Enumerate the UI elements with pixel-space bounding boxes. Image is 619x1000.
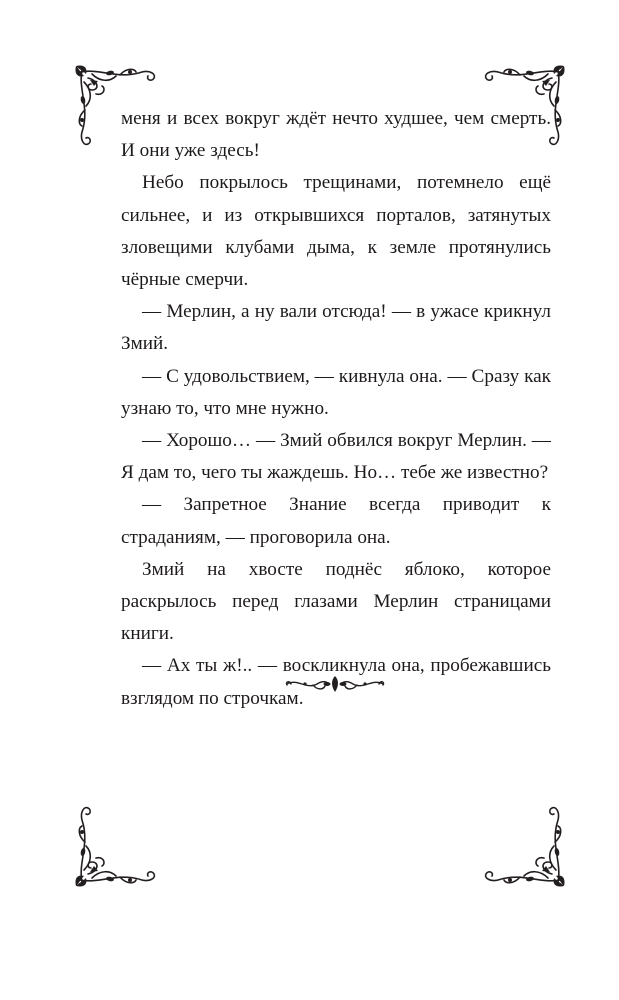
paragraph-7: Змий на хвосте поднёс яблоко, которое раскрылось перед глазами Мерлин страницами книги. [121, 558, 551, 645]
paragraph-4: — С удовольствием, — кивнула она. — Сразу как узнаю то, что мне нужно. [121, 365, 551, 419]
corner-ornament-bottom-right [478, 800, 570, 892]
corner-flourish-icon [70, 800, 162, 892]
paragraph-2: Небо покрылось трещинами, потемнело ещё сильнее, и из открывшихся порталов, затянутых зловещими клубами дыма, к земле протянулись чёрные смерчи. [121, 172, 551, 291]
corner-ornament-bottom-left [70, 800, 162, 892]
paragraph-5: — Хорошо… — Змий обвился вокруг Мерлин. — Я дам то, чего ты жаждешь. Но… тебе же известно? [121, 430, 551, 484]
body-text [121, 103, 551, 715]
paragraph-8: — Ах ты ж!.. — воскликнула она, пробежавшись взглядом по строчкам. [121, 655, 551, 709]
corner-flourish-icon [478, 800, 570, 892]
paragraph-1: меня и всех вокруг ждёт нечто худшее, чем смерть. И они уже здесь! [121, 108, 551, 162]
section-divider [283, 672, 387, 696]
paragraph-6: — Запретное Знание всегда приводит к страданиям, — проговорила она. [121, 494, 551, 548]
paragraph-3: — Мерлин, а ну вали отсюда! — в ужасе крикнул Змий. [121, 301, 551, 355]
fleuron-divider-icon [283, 672, 387, 696]
